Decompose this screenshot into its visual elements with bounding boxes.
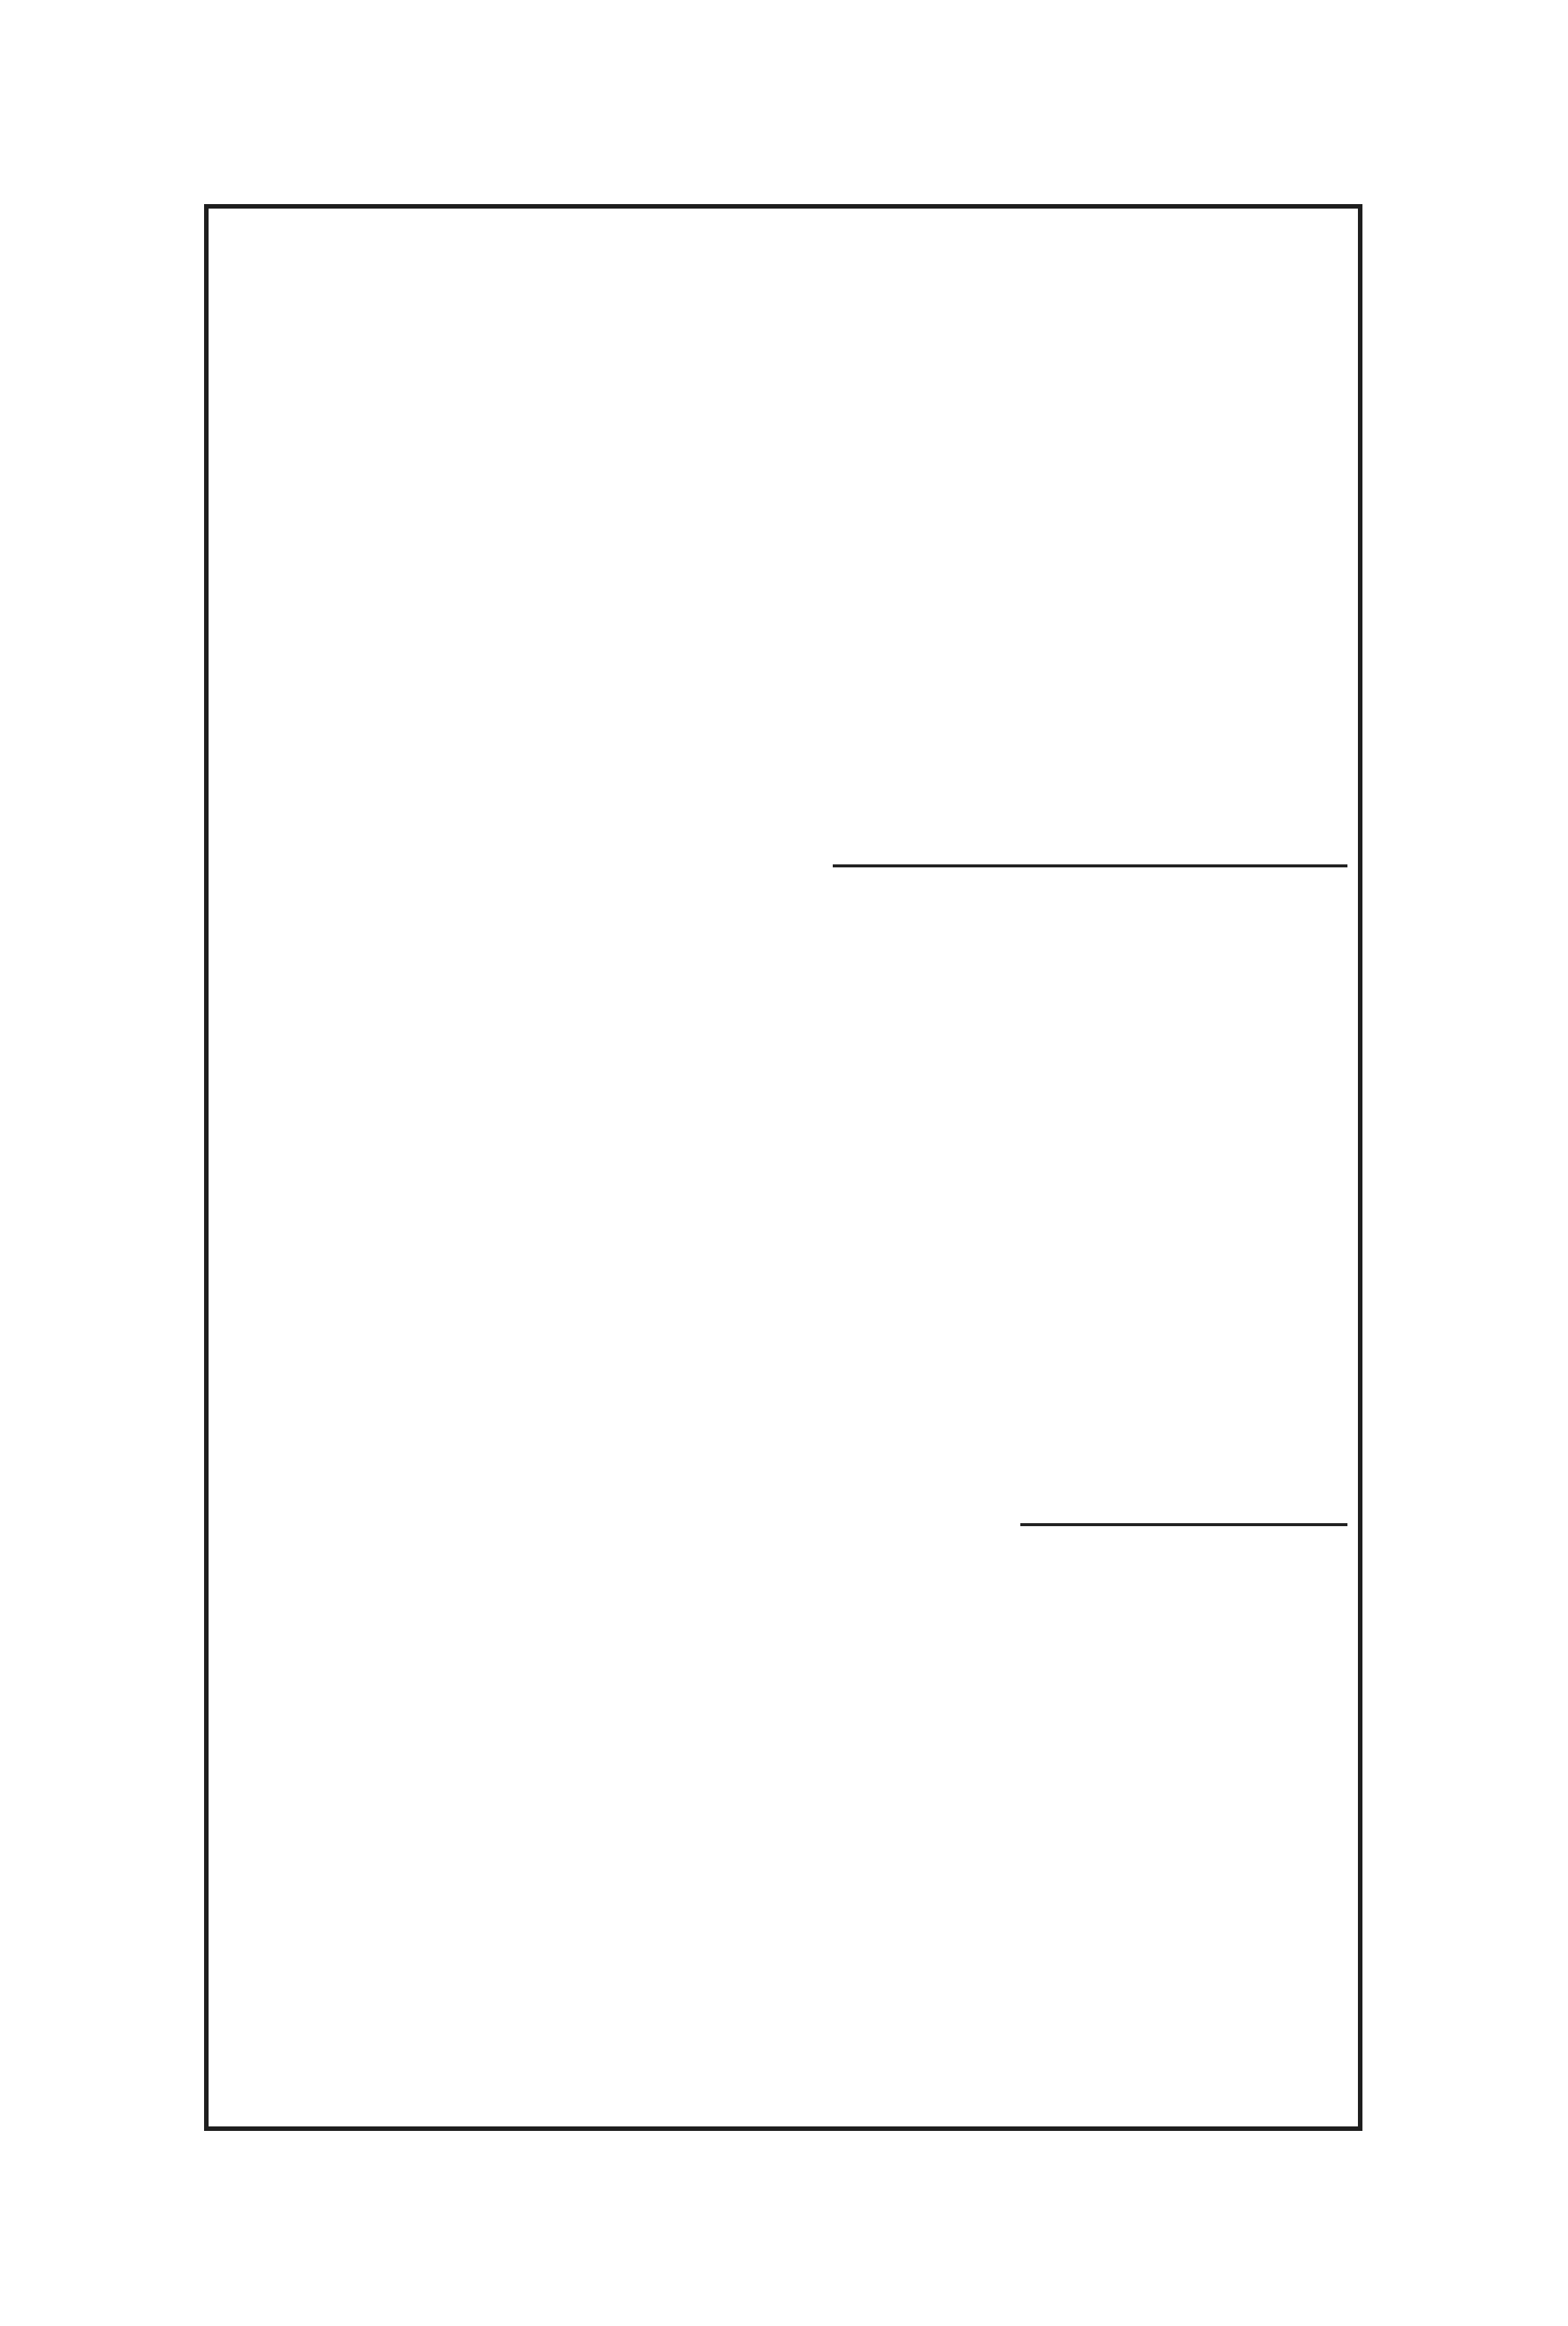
upper-tier bbox=[219, 219, 1347, 857]
middle-tier bbox=[219, 872, 1347, 1517]
tier-divider bbox=[1020, 1523, 1347, 1526]
tier-divider bbox=[833, 864, 1347, 867]
lower-tier bbox=[219, 1531, 1347, 2116]
